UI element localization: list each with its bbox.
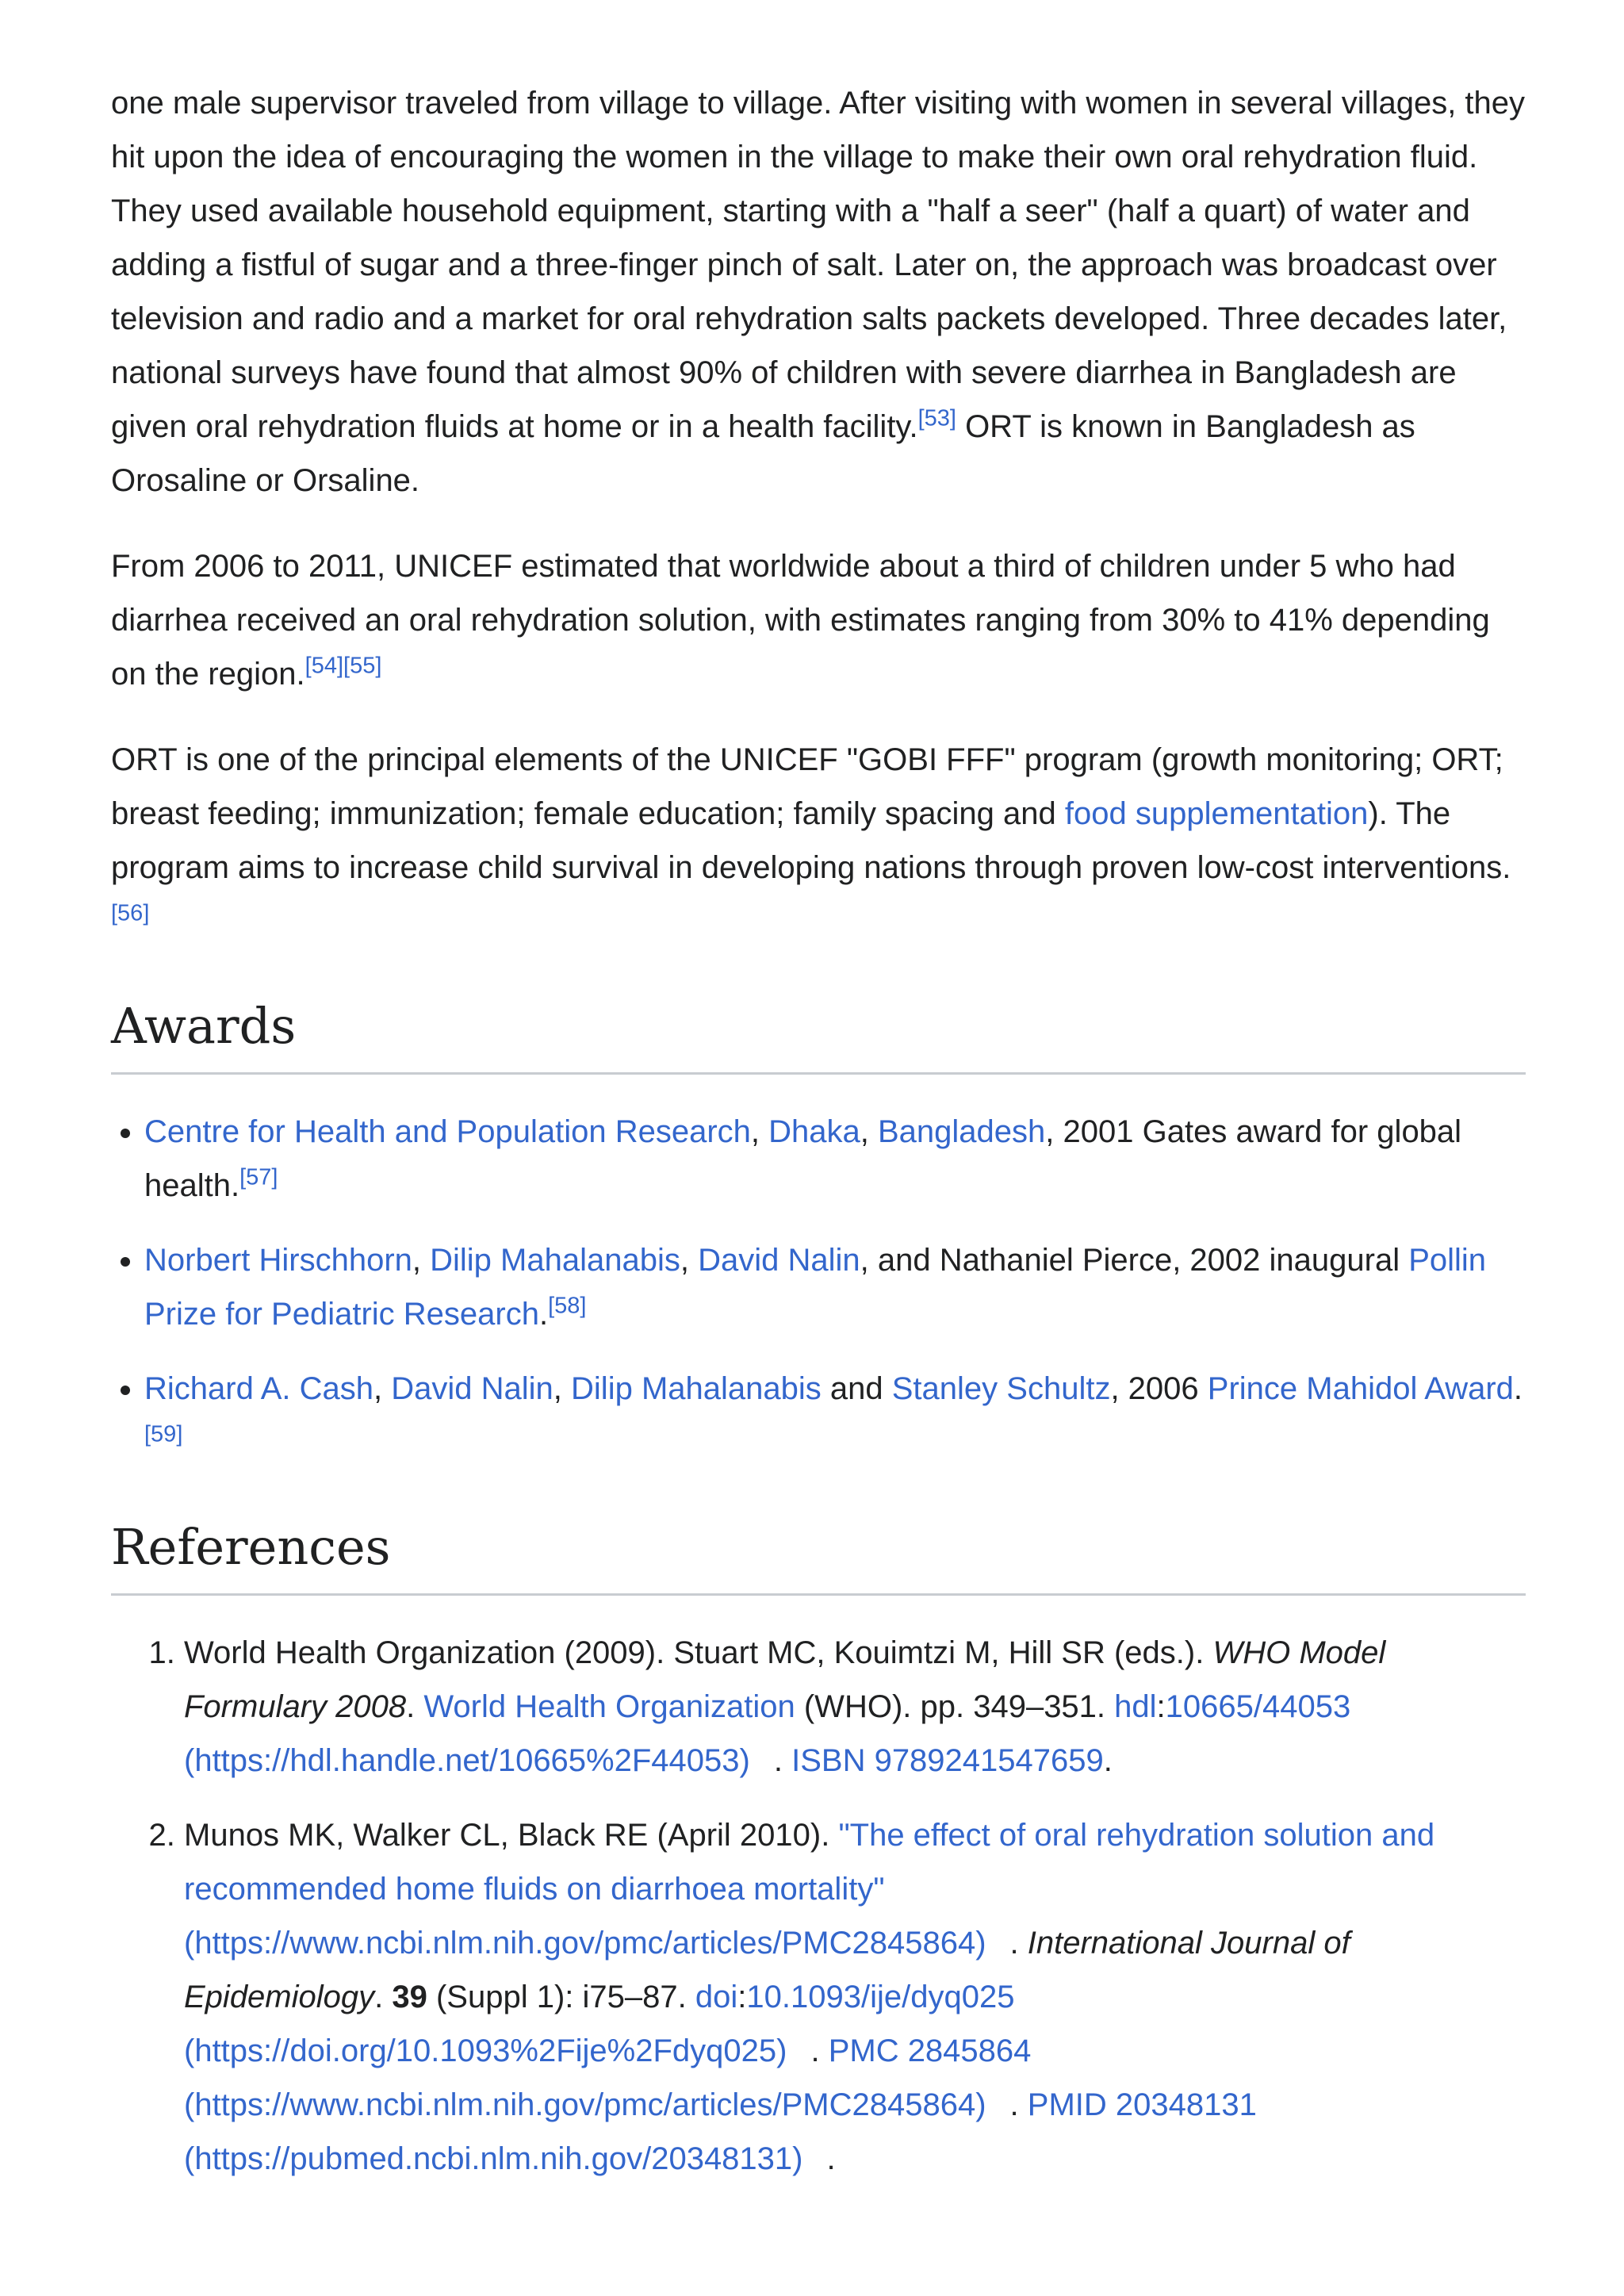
reference-item (184, 1808, 1526, 2186)
citation-54[interactable] (305, 654, 343, 679)
separator: , (680, 1243, 699, 1278)
reference-text: . (1009, 2087, 1028, 2122)
citation-57[interactable] (239, 1165, 278, 1190)
reference-text: : (1156, 1689, 1166, 1724)
link-norbert-hirschhorn[interactable]: Norbert Hirschhorn (144, 1243, 412, 1278)
section-heading-awards: Awards (111, 993, 1526, 1075)
link-doi[interactable]: doi (695, 1980, 738, 2014)
link-stanley-schultz[interactable]: Stanley Schultz (891, 1371, 1111, 1406)
paragraph-text: ORT is one of the principal elements of the UNICEF "GOBI FFF" program (growth monitoring; ORT; breast feeding; immunization; female education; family spacing and (111, 742, 1503, 831)
link-pmid[interactable]: PMID 20348131 (https://pubmed.ncbi.nlm.nih.gov/20348131) (184, 2087, 1257, 2176)
citation-59[interactable] (144, 1422, 182, 1447)
paragraph-text: one male supervisor traveled from village to village. After visiting with women in several villages, they hit upon the idea of encouraging the women in the village to make their own oral rehydration fluid. They used available household equipment, starting with a "half a seer" (half a quart) of water and adding a fistful of sugar and a three-finger pinch of salt. Later on, the approach was broadcast over television and radio and a market for oral rehydration salts packets developed. Three decades later, national surveys have found that almost 90% of children with severe diarrhea in Bangladesh are given oral rehydration fluids at home or in a health facility. (111, 86, 1526, 444)
separator: , (860, 1114, 878, 1149)
citation-56[interactable] (111, 901, 149, 926)
link-hdl-handle[interactable]: 10665/44053 (https://hdl.handle.net/10665%2F44053) (184, 1689, 1351, 1778)
separator: and (821, 1371, 892, 1406)
link-prince-mahidol-award[interactable]: Prince Mahidol Award (1207, 1371, 1514, 1406)
article-body (111, 76, 1526, 2206)
link-richard-cash[interactable]: Richard A. Cash (144, 1371, 374, 1406)
citation-link[interactable]: [56] (111, 900, 150, 926)
link-david-nalin[interactable]: David Nalin (698, 1243, 860, 1278)
reference-title: WHO Model Formulary 2008 (184, 1635, 1386, 1724)
citation-link[interactable]: [58] (548, 1293, 587, 1319)
journal-volume: 39 (392, 1980, 427, 2014)
award-text: , 2001 Gates award for global health. (144, 1114, 1462, 1203)
separator: , (412, 1243, 431, 1278)
link-hdl[interactable]: hdl (1114, 1689, 1157, 1724)
separator: . (538, 1297, 549, 1332)
reference-text: . (810, 2033, 829, 2068)
reference-text: . (374, 1980, 393, 2014)
award-text: , 2006 (1110, 1371, 1208, 1406)
reference-text: World Health Organization (2009). Stuart MC, Kouimtzi M, Hill SR (eds.). (184, 1635, 1213, 1670)
reference-text: : (737, 1980, 747, 2014)
separator: . (1513, 1371, 1523, 1406)
section-heading-references: References (111, 1514, 1526, 1596)
reference-text: . (1009, 1926, 1028, 1961)
reference-text: (Suppl 1): i75–87. (427, 1980, 695, 2014)
link-isbn[interactable]: ISBN 9789241547659 (791, 1743, 1104, 1778)
citation-link[interactable]: [57] (239, 1164, 278, 1190)
awards-list (111, 1105, 1526, 1470)
paragraph-bangladesh (111, 76, 1526, 508)
link-david-nalin[interactable]: David Nalin (391, 1371, 553, 1406)
citation-53[interactable] (918, 406, 956, 431)
references-list (111, 1626, 1526, 2186)
paragraph-gobi-fff (111, 733, 1526, 949)
reference-text: (WHO). pp. 349–351. (795, 1689, 1115, 1724)
link-centre-health-population-research[interactable]: Centre for Health and Population Research (144, 1114, 751, 1149)
citation-link[interactable]: [55] (343, 653, 382, 679)
reference-text: Munos MK, Walker CL, Black RE (April 2010). (184, 1818, 839, 1853)
journal-title: International Journal of Epidemiology (184, 1926, 1350, 2014)
citation-link[interactable]: [59] (144, 1421, 183, 1447)
link-world-health-organization[interactable]: World Health Organization (423, 1689, 795, 1724)
reference-item (184, 1626, 1526, 1788)
link-dilip-mahalanabis[interactable]: Dilip Mahalanabis (571, 1371, 822, 1406)
reference-text: . (406, 1689, 424, 1724)
separator: , (553, 1371, 572, 1406)
link-article-ort-mortality[interactable]: "The effect of oral rehydration solution and recommended home fluids on diarrhoea mortality" (https://www.ncbi.nlm.nih.gov/pmc/articles/PMC2845864) (184, 1818, 1435, 1961)
citation-55[interactable] (343, 654, 381, 679)
link-pmc[interactable]: PMC 2845864 (https://www.ncbi.nlm.nih.gov/pmc/articles/PMC2845864) (184, 2033, 1032, 2122)
reference-text: . (773, 1743, 792, 1778)
list-item (144, 1362, 1526, 1470)
separator: , (750, 1114, 769, 1149)
link-dhaka[interactable]: Dhaka (768, 1114, 860, 1149)
list-item (144, 1105, 1526, 1213)
paragraph-text: ORT is known in Bangladesh as Orosaline or Orsaline. (111, 409, 1415, 498)
list-item (144, 1233, 1526, 1341)
separator: , (373, 1371, 392, 1406)
citation-link[interactable]: [53] (917, 405, 956, 431)
link-dilip-mahalanabis[interactable]: Dilip Mahalanabis (430, 1243, 680, 1278)
citation-58[interactable] (548, 1294, 586, 1319)
reference-text: . (1103, 1743, 1113, 1778)
paragraph-text: ). The program aims to increase child survival in developing nations through proven low-cost interventions. (111, 796, 1511, 885)
award-text: , and Nathaniel Pierce, 2002 inaugural (860, 1243, 1409, 1278)
reference-text: . (826, 2141, 836, 2176)
citation-link[interactable]: [54] (304, 653, 344, 679)
link-food-supplementation[interactable]: food supplementation (1064, 796, 1369, 831)
paragraph-unicef-estimate (111, 539, 1526, 701)
link-bangladesh[interactable]: Bangladesh (878, 1114, 1046, 1149)
link-pollin-prize[interactable]: Pollin Prize for Pediatric Research (144, 1243, 1487, 1332)
link-doi-value[interactable]: 10.1093/ije/dyq025 (https://doi.org/10.1093%2Fije%2Fdyq025) (184, 1980, 1015, 2068)
paragraph-text: From 2006 to 2011, UNICEF estimated that worldwide about a third of children under 5 who had diarrhea received an oral rehydration solution, with estimates ranging from 30% to 41% depending on the region. (111, 549, 1490, 692)
